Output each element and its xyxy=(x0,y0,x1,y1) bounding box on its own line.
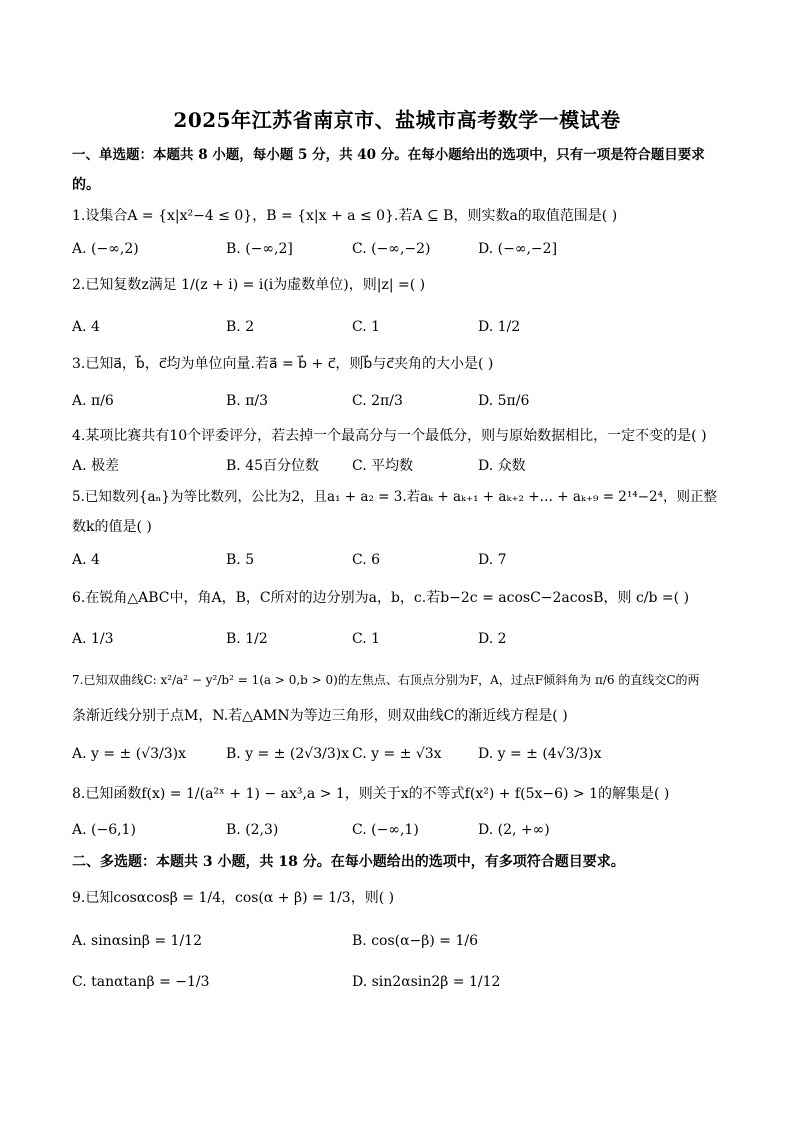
question-7-option-d: D. y = ± (4√3/3)x xyxy=(478,746,602,762)
question-9-option-a: A. sinαsinβ = 1/12 xyxy=(72,933,202,949)
question-4-option-a: A. 极差 xyxy=(72,458,120,474)
question-5-option-b: B. 5 xyxy=(226,552,255,568)
question-3-option-d: D. 5π/6 xyxy=(478,393,530,409)
question-1-stem: 1.设集合A = {x|x²−4 ≤ 0}，B = {x|x + a ≤ 0}.若A ⊆ B，则实数a的取值范围是( ) xyxy=(72,208,618,224)
question-4-option-b: B. 45百分位数 xyxy=(226,458,320,474)
question-1-option-b: B. (−∞,2] xyxy=(226,241,293,257)
question-5-option-d: D. 7 xyxy=(478,552,507,568)
question-8-stem: 8.已知函数f(x) = 1/(a²ˣ + 1) − ax³,a > 1，则关于x的不等式f(x²) + f(5x−6) > 1的解集是( ) xyxy=(72,786,670,802)
question-8-option-b: B. (2,3) xyxy=(226,822,279,838)
question-2-option-d: D. 1/2 xyxy=(478,319,521,335)
question-6-stem: 6.在锐角△ABC中，角A，B，C所对的边分别为a，b，c.若b−2c = acosC−2acosB，则 c/b =( ) xyxy=(72,590,690,606)
question-2-stem: 2.已知复数z满足 1/(z + i) = i(i为虚数单位)，则|z| =( ) xyxy=(72,277,426,293)
section-1-header-cont: 的。 xyxy=(72,177,100,193)
question-7-stem-cont: 条渐近线分别于点M，N.若△AMN为等边三角形，则双曲线C的渐近线方程是( ) xyxy=(72,708,568,724)
question-3-option-c: C. 2π/3 xyxy=(352,393,403,409)
question-6-option-b: B. 1/2 xyxy=(226,631,268,647)
question-8-option-c: C. (−∞,1) xyxy=(352,822,419,838)
question-5-option-c: C. 6 xyxy=(352,552,381,568)
question-1-option-d: D. (−∞,−2] xyxy=(478,241,558,257)
question-1-option-c: C. (−∞,−2) xyxy=(352,241,431,257)
question-3-option-a: A. π/6 xyxy=(72,393,114,409)
question-6-option-c: C. 1 xyxy=(352,631,381,647)
question-5-stem: 5.已知数列{aₙ}为等比数列，公比为2，且a₁ + a₂ = 3.若aₖ + aₖ₊₁ + aₖ₊₂ +… + aₖ₊₉ = 2¹⁴−2⁴，则正整 xyxy=(72,489,718,505)
question-8-option-d: D. (2, +∞) xyxy=(478,822,550,838)
question-2-option-c: C. 1 xyxy=(352,319,381,335)
question-7-option-b: B. y = ± (2√3/3)x xyxy=(226,746,350,762)
question-7-stem: 7.已知双曲线C: x²/a² − y²/b² = 1(a > 0,b > 0)的左焦点、右顶点分别为F，A，过点F倾斜角为 π/6 的直线交C的两 xyxy=(72,673,700,687)
section-2-header: 二、多选题：本题共 3 小题，共 18 分。在每小题给出的选项中，有多项符合题目要求。 xyxy=(72,854,625,870)
question-9-option-c: C. tanαtanβ = −1/3 xyxy=(72,974,210,990)
question-6-option-a: A. 1/3 xyxy=(72,631,114,647)
question-7-option-a: A. y = ± (√3/3)x xyxy=(72,746,187,762)
question-7-option-c: C. y = ± √3x xyxy=(352,746,442,762)
section-1-header: 一、单选题：本题共 8 小题，每小题 5 分，共 40 分。在每小题给出的选项中，只有一项是符合题目要求 xyxy=(72,147,705,163)
question-2-option-a: A. 4 xyxy=(72,319,100,335)
question-3-option-b: B. π/3 xyxy=(226,393,269,409)
page-title: 2025年江苏省南京市、盐城市高考数学一模试卷 xyxy=(173,108,621,132)
question-9-option-b: B. cos(α−β) = 1/6 xyxy=(352,933,479,949)
question-6-option-d: D. 2 xyxy=(478,631,507,647)
question-3-stem: 3.已知a⃗，b⃗，c⃗均为单位向量.若a⃗ = b⃗ + c⃗，则b⃗与c⃗夹角的大小是( ) xyxy=(72,356,494,372)
question-9-option-d: D. sin2αsin2β = 1/12 xyxy=(352,974,501,990)
question-4-option-d: D. 众数 xyxy=(478,458,526,474)
question-9-stem: 9.已知cosαcosβ = 1/4，cos(α + β) = 1/3，则( ) xyxy=(72,890,395,906)
question-4-stem: 4.某项比赛共有10个评委评分，若去掉一个最高分与一个最低分，则与原始数据相比，一定不变的是( ) xyxy=(72,428,707,444)
question-2-option-b: B. 2 xyxy=(226,319,255,335)
question-1-option-a: A. (−∞,2) xyxy=(72,241,139,257)
question-5-option-a: A. 4 xyxy=(72,552,100,568)
question-5-stem-cont: 数k的值是( ) xyxy=(72,519,152,535)
question-8-option-a: A. (−6,1) xyxy=(72,822,136,838)
question-4-option-c: C. 平均数 xyxy=(352,458,414,474)
